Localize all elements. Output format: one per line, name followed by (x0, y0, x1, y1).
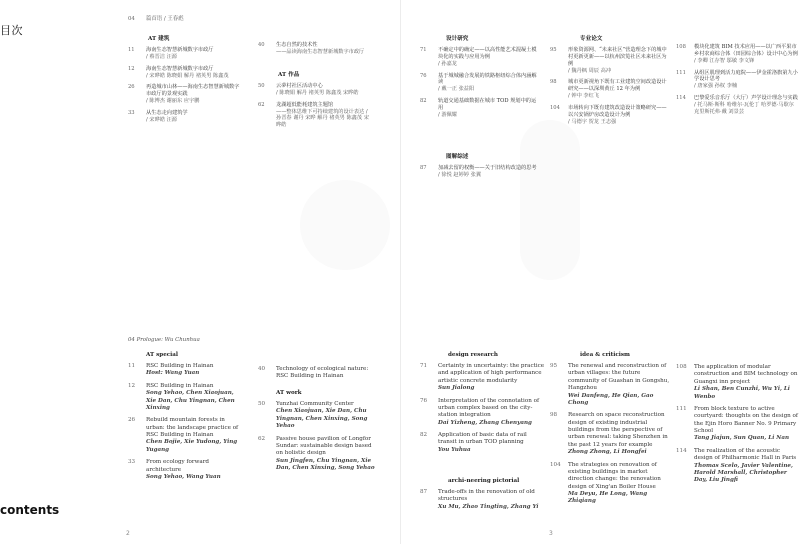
toc-entry[interactable] (550, 47, 668, 74)
toc-entry[interactable] (258, 401, 380, 431)
toc-entry-title: Application of basic data of rail transit in urban TOD planning (438, 432, 527, 446)
cn-idea-criticism-heading: 专业论文 (580, 36, 603, 42)
toc-entry-title: 云夢村社区活动中心 (276, 83, 323, 89)
toc-entry-authors: Song Yehao, Chen Xiaojuan, Xie Dan, Chu Yingnan, Chen Xinxing (146, 390, 235, 411)
toc-entry-authors: / 宋晔皓 汪源 (146, 116, 177, 123)
toc-entry-title: Trade-offs in the renovation of old structures (438, 489, 535, 503)
en-at-work-heading: AT work (276, 390, 302, 396)
toc-entry-authors: / 托马斯·斯科 哈维尔·瓦伦丁 哈罗德·马歇尔 克里斯托弗·戴 刘景芸 (694, 102, 794, 115)
toc-entry-title: Technology of ecological nature: RSC Building in Hainan (276, 366, 369, 380)
toc-entry-authors: Li Shan, Ben Cunzhi, Wu Yi, Li Wenbo (694, 386, 790, 400)
en-archi-pictorial-heading: archi-neering pictorial (448, 478, 520, 484)
toc-page-number: 33 (128, 110, 135, 117)
cn-archi-pictorial-section (420, 152, 538, 179)
toc-page-number: 76 (420, 397, 428, 404)
toc-entry[interactable] (128, 84, 240, 105)
toc-entry[interactable] (676, 364, 798, 401)
toc-entry[interactable] (420, 398, 546, 428)
en-idea-criticism-section (550, 352, 672, 506)
background-watermark (520, 120, 580, 280)
toc-entry[interactable] (128, 47, 240, 61)
toc-entry[interactable] (258, 436, 380, 473)
toc-page-number: 71 (420, 363, 428, 369)
toc-entry[interactable] (550, 105, 668, 126)
toc-entry[interactable] (420, 98, 538, 119)
toc-entry-title: Interpretation of the connotation of urban complex based on the city-station integration (438, 397, 540, 419)
toc-entry-title: 海南生态智慧新城数字市政厅 (146, 47, 214, 53)
toc-entry-authors: ——品读海南生态智慧新城数字市政厅 (276, 48, 365, 55)
toc-entry-authors: / 宋晔皓 陈晓娟 解丹 褚英男 陈鑫茂 (146, 72, 229, 79)
toc-page-number: 108 (676, 364, 687, 370)
cn-col2-section (258, 42, 370, 56)
toc-entry-authors: / 李卿 江存智 邬敏 李文锋 (694, 57, 755, 64)
toc-page-number: 114 (676, 95, 686, 102)
toc-page-number: 104 (550, 105, 560, 112)
en-col2-section (258, 366, 380, 381)
toc-entry-authors: You Yuhua (438, 446, 471, 453)
toc-entry-authors: Zhong Zhong, Li Hongfei (568, 449, 647, 456)
toc-entry-authors: / 马德宇 贺龙 王志强 (568, 118, 617, 125)
toc-entry[interactable] (550, 462, 672, 506)
toc-entry-title: 海南生态智慧新城数字市政厅 (146, 65, 214, 72)
toc-entry[interactable] (420, 363, 546, 393)
toc-entry-title: RSC Building in Hainan (146, 382, 214, 389)
toc-entry-title: From block texture to active courtyard: thoughts on the design of the Ejin Horo Banner No. 9 Primary School (694, 405, 798, 434)
toc-entry-authors: Thomas Scelo, Javier Valentine, Harold Marshall, Christopher Day, Liu Jingfi (694, 462, 793, 484)
toc-entry-title: 从生态走向建筑学 (146, 110, 188, 117)
toc-entry-title: Rebuild mountain forests in urban: the landscape practice of RSC Building in Hainan (146, 417, 239, 438)
toc-entry-authors: ——整体思维下可持续建筑的设计表达 / 孙晋春 谢丹 宋晔 解丹 褚英男 陈鑫茂 宋晔皓 (276, 108, 369, 129)
en-page-title: contents (0, 503, 60, 517)
cn-at-work-section (258, 70, 370, 129)
toc-page-number: 95 (550, 47, 557, 53)
toc-entry[interactable] (128, 417, 242, 454)
en-at-special-heading: AT special (146, 352, 179, 358)
cn-prologue-text: 篇首语 / 王春彪 (146, 16, 184, 22)
toc-entry-authors: / 戴一正 张益阳 (438, 86, 475, 93)
toc-page-number: 50 (258, 401, 266, 407)
left-page-number: 2 (126, 530, 130, 537)
toc-entry-title: 基于城城融合发展的铁路枢纽综合体内涵解读 (438, 72, 537, 86)
toc-page-number: 87 (420, 489, 428, 495)
toc-entry[interactable] (676, 70, 798, 91)
toc-entry-authors: / 唐家强 孙权 李楠 (694, 83, 738, 90)
toc-entry[interactable] (128, 459, 242, 481)
toc-page-number: 108 (676, 44, 686, 50)
cn-design-research-heading: 设计研究 (446, 36, 469, 42)
page-spine (400, 0, 401, 544)
toc-entry-authors: / 徐悦 赵婷婷 张翼 (438, 171, 482, 178)
toc-entry-title: 形象资源网、“未来社区”营造理念下的城中村更新更新——以杭州滨笕社区未来社区为例 (568, 47, 667, 67)
toc-entry-authors: / 魏丹枫 周辰 高冲 (568, 67, 612, 74)
toc-page-number: 62 (258, 435, 266, 442)
toc-page-number: 95 (550, 363, 558, 369)
toc-entry[interactable] (128, 110, 240, 124)
toc-entry-title: 市场转向下既有建筑改造设计策略研究——以兴安锅炉房改造设计为例 (568, 105, 667, 118)
toc-entry-authors: Dai Yizheng, Zhang Chenyang (438, 419, 532, 426)
toc-entry-authors: / 蔡晋洁 汪源 (146, 53, 177, 60)
en-design-research-heading: design research (448, 352, 498, 358)
toc-entry[interactable] (676, 448, 798, 485)
toc-entry-title: 城市更新视角下既有工业建筑空间改造设计研究——以深圳黄丘 12 年为例 (568, 79, 667, 93)
toc-entry[interactable] (128, 383, 242, 413)
toc-entry-authors: / 孙嘉龙 (438, 60, 457, 67)
toc-entry-authors: Host: Wang Yuan (146, 370, 200, 377)
toc-entry[interactable] (258, 42, 370, 56)
toc-entry[interactable] (258, 366, 380, 381)
toc-page-number: 82 (420, 98, 427, 105)
toc-entry[interactable] (676, 44, 798, 65)
right-page-number: 3 (549, 530, 553, 537)
toc-entry-title: The strategies on renovation of existing buildings in market direction change: the renovation design of Xing'an Boiler House (568, 461, 661, 490)
toc-entry-authors: Sun Jialong (438, 385, 475, 392)
toc-page-number: 40 (258, 42, 265, 48)
toc-page-number: 12 (128, 65, 135, 72)
toc-page-number: 71 (420, 47, 427, 53)
en-prologue: 04 Prologue: Wu Chunhua (128, 337, 200, 343)
toc-entry-title: 生态自然的技术性 (276, 42, 318, 48)
toc-page-number: 98 (550, 412, 558, 419)
toc-entry-title: 轨道交通基础数据在城市 TOD 规划中的运用 (438, 98, 537, 112)
toc-entry[interactable] (258, 102, 370, 129)
toc-page-number: 82 (420, 432, 428, 438)
cn-archi-pictorial-heading: 图解综述 (446, 154, 469, 160)
toc-page-number: 11 (128, 363, 136, 369)
toc-entry-authors: Chen Xiaojuan, Xie Dan, Chu Yingnan, Chen Xinxing, Song Yehao (276, 408, 368, 430)
toc-page-number: 26 (128, 417, 136, 424)
toc-entry-title: 再造城市山林——海南生态智慧新城数字市政厅的景观实践 (146, 84, 240, 98)
toc-entry[interactable] (676, 406, 798, 443)
toc-entry-title: 模块化建筑 BIM 技术应用——以广西平果市乡村农商综合体（田园综合体）设计中心为例 (694, 44, 798, 57)
toc-entry-authors: Ma Deyu, He Long, Wang Zhiqiang (568, 491, 648, 505)
en-col6-section (676, 364, 798, 485)
toc-page-number: 11 (128, 47, 135, 53)
toc-page-number: 62 (258, 101, 265, 108)
toc-entry-authors: / 钟中 李红飞 (568, 93, 599, 100)
en-idea-criticism-heading: idea & criticism (580, 352, 630, 358)
toc-entry-authors: / 游佩耀 (438, 111, 457, 118)
toc-entry-authors: Sun Jingfen, Chu Yingnan, Xie Dan, Chen Xinxing, Song Yehao (276, 457, 375, 471)
toc-entry[interactable] (420, 73, 538, 94)
toc-entry-title: From ecology forward architecture (146, 459, 209, 473)
toc-entry-title: The renewal and reconstruction of urban villages: the future community of Guashan in Gongshu, Hangzhou (568, 363, 670, 392)
toc-entry-title: Research on space reconstruction design of existing industrial buildings from the perspective of urban renewal: taking Shenzhen in the past 12 years for example (568, 412, 668, 448)
toc-entry[interactable] (676, 95, 798, 116)
toc-entry-authors: Chen Bojie, Xie Yudong, Ying Yugang (146, 439, 238, 453)
toc-entry-authors: Song Yehao, Wang Yuan (146, 473, 221, 480)
toc-page-number: 114 (676, 447, 687, 454)
en-design-research-section (420, 352, 546, 454)
toc-page-number: 40 (258, 366, 266, 372)
toc-entry[interactable] (550, 79, 668, 100)
toc-page-number: 50 (258, 83, 265, 89)
toc-entry[interactable] (128, 363, 242, 378)
cn-idea-criticism-section (550, 34, 668, 126)
toc-page-number: 111 (676, 405, 687, 412)
toc-entry-authors: / 陈晓娟 解丹 褚英男 陈鑫茂 宋晔皓 (276, 89, 359, 96)
en-at-work-section (258, 390, 380, 472)
cn-at-special-heading: AT 建筑 (148, 36, 170, 42)
cn-prologue-num: 04 (128, 16, 135, 22)
toc-entry-title: RSC Building in Hainan (146, 363, 214, 369)
toc-entry-authors: Tang Jiajun, Sun Quan, Li Nan (694, 435, 790, 442)
toc-page-number: 87 (420, 165, 427, 171)
toc-entry-authors: Wei Danfeng, He Qian, Gao Chong (568, 392, 654, 406)
cn-page-title: 目次 (0, 24, 23, 37)
toc-entry-title: Passive house pavilion of Longfor Sundar: sustainable design based on holistic design (276, 435, 372, 457)
toc-page-number: 12 (128, 382, 136, 389)
toc-entry[interactable] (550, 412, 672, 456)
toc-entry-title: 巴黎爱乐音乐厅（大厅）声学设计理念与实践 (694, 95, 798, 102)
toc-entry-title: 从组区肌理到活力庭院——伊金霍洛旗第九小学设计思考 (694, 69, 798, 83)
en-archi-pictorial-section (420, 478, 546, 511)
toc-entry-authors: Xu Mu, Zhao Tingting, Zhang Yi (438, 503, 539, 510)
en-at-special-section (128, 352, 242, 481)
toc-entry-title: The realization of the acoustic design of Philharmonic Hall in Paris (694, 447, 797, 462)
cn-design-research-section (420, 34, 538, 119)
cn-col6-section (676, 44, 798, 116)
toc-entry[interactable] (258, 83, 370, 97)
toc-entry[interactable] (128, 66, 240, 80)
toc-page-number: 76 (420, 72, 427, 79)
cn-prologue (128, 14, 184, 22)
cn-at-work-heading: AT 作品 (278, 72, 300, 78)
toc-entry-title: 龙湖超低能耗建筑主题馆 (276, 101, 334, 108)
toc-page-number: 98 (550, 79, 557, 86)
background-watermark (300, 180, 390, 270)
toc-entry-title: Yunzhai Community Center (276, 401, 354, 407)
toc-entry[interactable] (420, 489, 546, 511)
toc-entry[interactable] (550, 363, 672, 407)
toc-page-number: 33 (128, 459, 136, 466)
toc-page-number: 26 (128, 84, 135, 91)
toc-entry-authors: / 陈博杰 谢丽东 应宇鹏 (146, 98, 200, 105)
toc-entry-title: Certainty in uncertainty: the practice and application of high performance artistic concrete modularity (438, 363, 545, 384)
toc-entry[interactable] (420, 47, 538, 68)
toc-entry[interactable] (420, 432, 546, 454)
toc-entry[interactable] (420, 165, 538, 179)
cn-at-special-section (128, 34, 240, 124)
toc-page-number: 111 (676, 69, 686, 76)
toc-page-number: 104 (550, 461, 561, 468)
toc-entry-title: 加减去留的权衡——关于旧结构改造的思考 (438, 165, 537, 171)
toc-entry-title: The application of modular construction and BIM technology on Guangxi inn project (694, 364, 798, 385)
toc-entry-title: 不确定中的确定——以高性能艺术混凝土模块化的实践与应用为例 (438, 47, 537, 60)
